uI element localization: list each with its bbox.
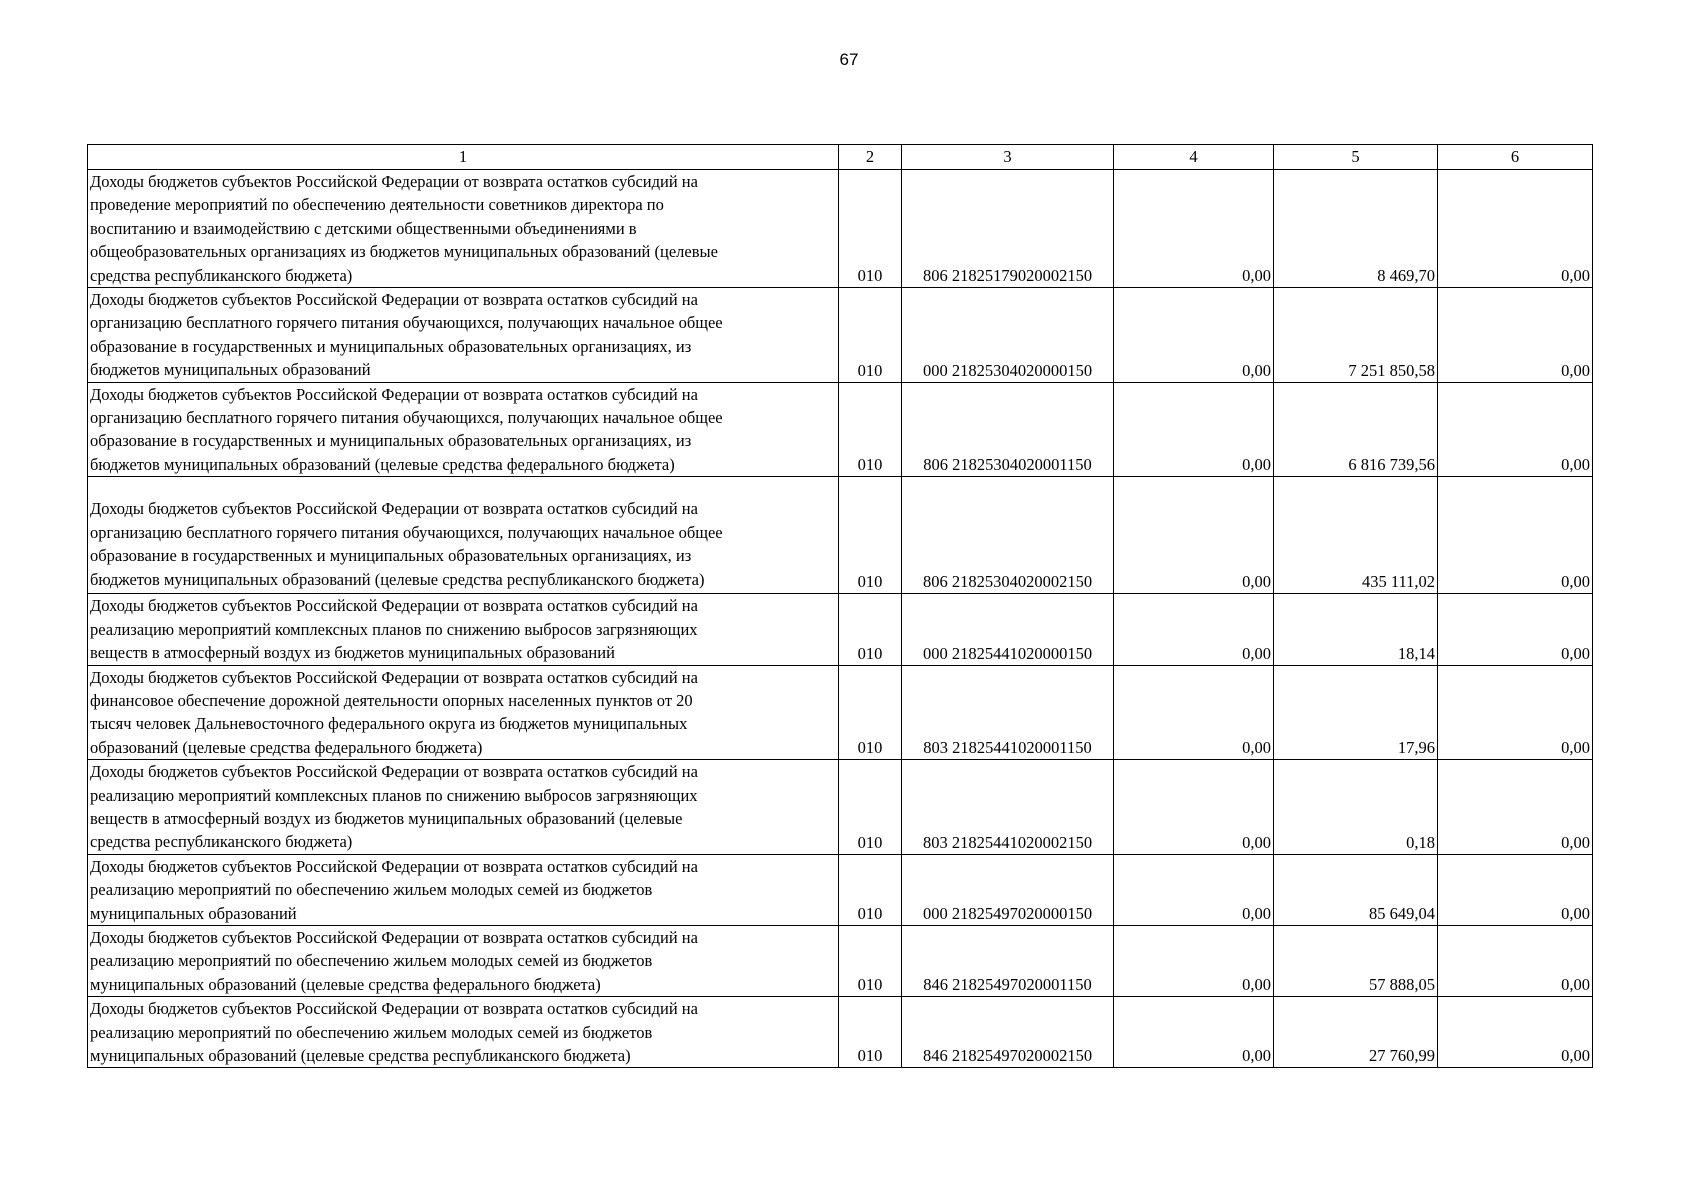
row-description: Доходы бюджетов субъектов Российской Федерации от возврата остатков субсидий на организацию бесплатного горячего питания обучающихся, получающих начальное общее образование в государственных и муниципальных образовательных организациях, из бюджетов муниципальных образований (целевые средства федерального бюджета) <box>88 382 839 477</box>
row-description: Доходы бюджетов субъектов Российской Федерации от возврата остатков субсидий на проведение мероприятий по обеспечению деятельности советников директора по воспитанию и взаимодействию с детскими общественными объединениями в общеобразовательных организациях из бюджетов муниципальных образований (целевые средства республиканского бюджета) <box>88 170 839 288</box>
row-description: Доходы бюджетов субъектов Российской Федерации от возврата остатков субсидий на реализацию мероприятий по обеспечению жильем молодых семей из бюджетов муниципальных образований <box>88 854 839 925</box>
row-code: 010 <box>839 288 902 383</box>
row-amount-col6: 0,00 <box>1438 997 1593 1068</box>
row-code: 010 <box>839 477 902 594</box>
row-budget-classification-code: 806 21825304020002150 <box>902 477 1114 594</box>
table-row <box>88 997 1593 1068</box>
row-amount-col6: 0,00 <box>1438 665 1593 760</box>
row-amount-col5: 27 760,99 <box>1274 997 1438 1068</box>
row-code: 010 <box>839 170 902 288</box>
row-code: 010 <box>839 665 902 760</box>
row-amount-col4: 0,00 <box>1114 594 1274 665</box>
row-amount-col4: 0,00 <box>1114 288 1274 383</box>
row-amount-col5: 57 888,05 <box>1274 925 1438 996</box>
table-row <box>88 594 1593 665</box>
table-row <box>88 170 1593 288</box>
column-header-5: 5 <box>1274 145 1438 170</box>
row-budget-classification-code: 846 21825497020001150 <box>902 925 1114 996</box>
column-header-1: 1 <box>88 145 839 170</box>
row-amount-col6: 0,00 <box>1438 477 1593 594</box>
column-header-4: 4 <box>1114 145 1274 170</box>
row-amount-col4: 0,00 <box>1114 997 1274 1068</box>
row-code: 010 <box>839 925 902 996</box>
row-budget-classification-code: 806 21825179020002150 <box>902 170 1114 288</box>
table-row <box>88 382 1593 477</box>
row-code: 010 <box>839 997 902 1068</box>
row-amount-col5: 17,96 <box>1274 665 1438 760</box>
row-amount-col6: 0,00 <box>1438 760 1593 855</box>
column-header-2: 2 <box>839 145 902 170</box>
row-amount-col6: 0,00 <box>1438 170 1593 288</box>
row-budget-classification-code: 000 21825304020000150 <box>902 288 1114 383</box>
table-row <box>88 854 1593 925</box>
row-amount-col4: 0,00 <box>1114 665 1274 760</box>
row-description: Доходы бюджетов субъектов Российской Федерации от возврата остатков субсидий на организацию бесплатного горячего питания обучающихся, получающих начальное общее образование в государственных и муниципальных образовательных организациях, из бюджетов муниципальных образований <box>88 288 839 383</box>
row-description: Доходы бюджетов субъектов Российской Федерации от возврата остатков субсидий на реализацию мероприятий комплексных планов по снижению выбросов загрязняющих веществ в атмосферный воздух из бюджетов муниципальных образований (целевые средства республиканского бюджета) <box>88 760 839 855</box>
row-amount-col5: 0,18 <box>1274 760 1438 855</box>
table-row <box>88 925 1593 996</box>
row-amount-col4: 0,00 <box>1114 382 1274 477</box>
row-description: Доходы бюджетов субъектов Российской Федерации от возврата остатков субсидий на реализацию мероприятий комплексных планов по снижению выбросов загрязняющих веществ в атмосферный воздух из бюджетов муниципальных образований <box>88 594 839 665</box>
row-amount-col6: 0,00 <box>1438 594 1593 665</box>
row-budget-classification-code: 000 21825497020000150 <box>902 854 1114 925</box>
table-row <box>88 477 1593 594</box>
row-amount-col5: 7 251 850,58 <box>1274 288 1438 383</box>
row-amount-col6: 0,00 <box>1438 925 1593 996</box>
row-budget-classification-code: 803 21825441020001150 <box>902 665 1114 760</box>
row-budget-classification-code: 803 21825441020002150 <box>902 760 1114 855</box>
budget-revenue-table <box>87 144 1593 1068</box>
column-header-3: 3 <box>902 145 1114 170</box>
row-amount-col5: 85 649,04 <box>1274 854 1438 925</box>
row-amount-col4: 0,00 <box>1114 170 1274 288</box>
table-row <box>88 665 1593 760</box>
row-description: Доходы бюджетов субъектов Российской Федерации от возврата остатков субсидий на финансовое обеспечение дорожной деятельности опорных населенных пунктов от 20 тысяч человек Дальневосточного федерального округа из бюджетов муниципальных образований (целевые средства федерального бюджета) <box>88 665 839 760</box>
row-amount-col4: 0,00 <box>1114 925 1274 996</box>
row-amount-col4: 0,00 <box>1114 854 1274 925</box>
page-number: 67 <box>839 50 859 69</box>
row-amount-col5: 435 111,02 <box>1274 477 1438 594</box>
row-description: Доходы бюджетов субъектов Российской Федерации от возврата остатков субсидий на реализацию мероприятий по обеспечению жильем молодых семей из бюджетов муниципальных образований (целевые средства республиканского бюджета) <box>88 997 839 1068</box>
row-budget-classification-code: 806 21825304020001150 <box>902 382 1114 477</box>
row-amount-col4: 0,00 <box>1114 477 1274 594</box>
table-row <box>88 760 1593 855</box>
row-code: 010 <box>839 854 902 925</box>
column-header-6: 6 <box>1438 145 1593 170</box>
row-amount-col5: 18,14 <box>1274 594 1438 665</box>
row-amount-col6: 0,00 <box>1438 854 1593 925</box>
row-amount-col5: 8 469,70 <box>1274 170 1438 288</box>
row-amount-col6: 0,00 <box>1438 288 1593 383</box>
row-code: 010 <box>839 760 902 855</box>
row-amount-col5: 6 816 739,56 <box>1274 382 1438 477</box>
row-description: Доходы бюджетов субъектов Российской Федерации от возврата остатков субсидий на организацию бесплатного горячего питания обучающихся, получающих начальное общее образование в государственных и муниципальных образовательных организациях, из бюджетов муниципальных образований (целевые средства республиканского бюджета) <box>88 477 839 594</box>
table-row <box>88 288 1593 383</box>
row-description: Доходы бюджетов субъектов Российской Федерации от возврата остатков субсидий на реализацию мероприятий по обеспечению жильем молодых семей из бюджетов муниципальных образований (целевые средства федерального бюджета) <box>88 925 839 996</box>
row-code: 010 <box>839 382 902 477</box>
row-budget-classification-code: 846 21825497020002150 <box>902 997 1114 1068</box>
row-amount-col6: 0,00 <box>1438 382 1593 477</box>
table-header-row <box>88 145 1593 170</box>
row-code: 010 <box>839 594 902 665</box>
row-budget-classification-code: 000 21825441020000150 <box>902 594 1114 665</box>
row-amount-col4: 0,00 <box>1114 760 1274 855</box>
